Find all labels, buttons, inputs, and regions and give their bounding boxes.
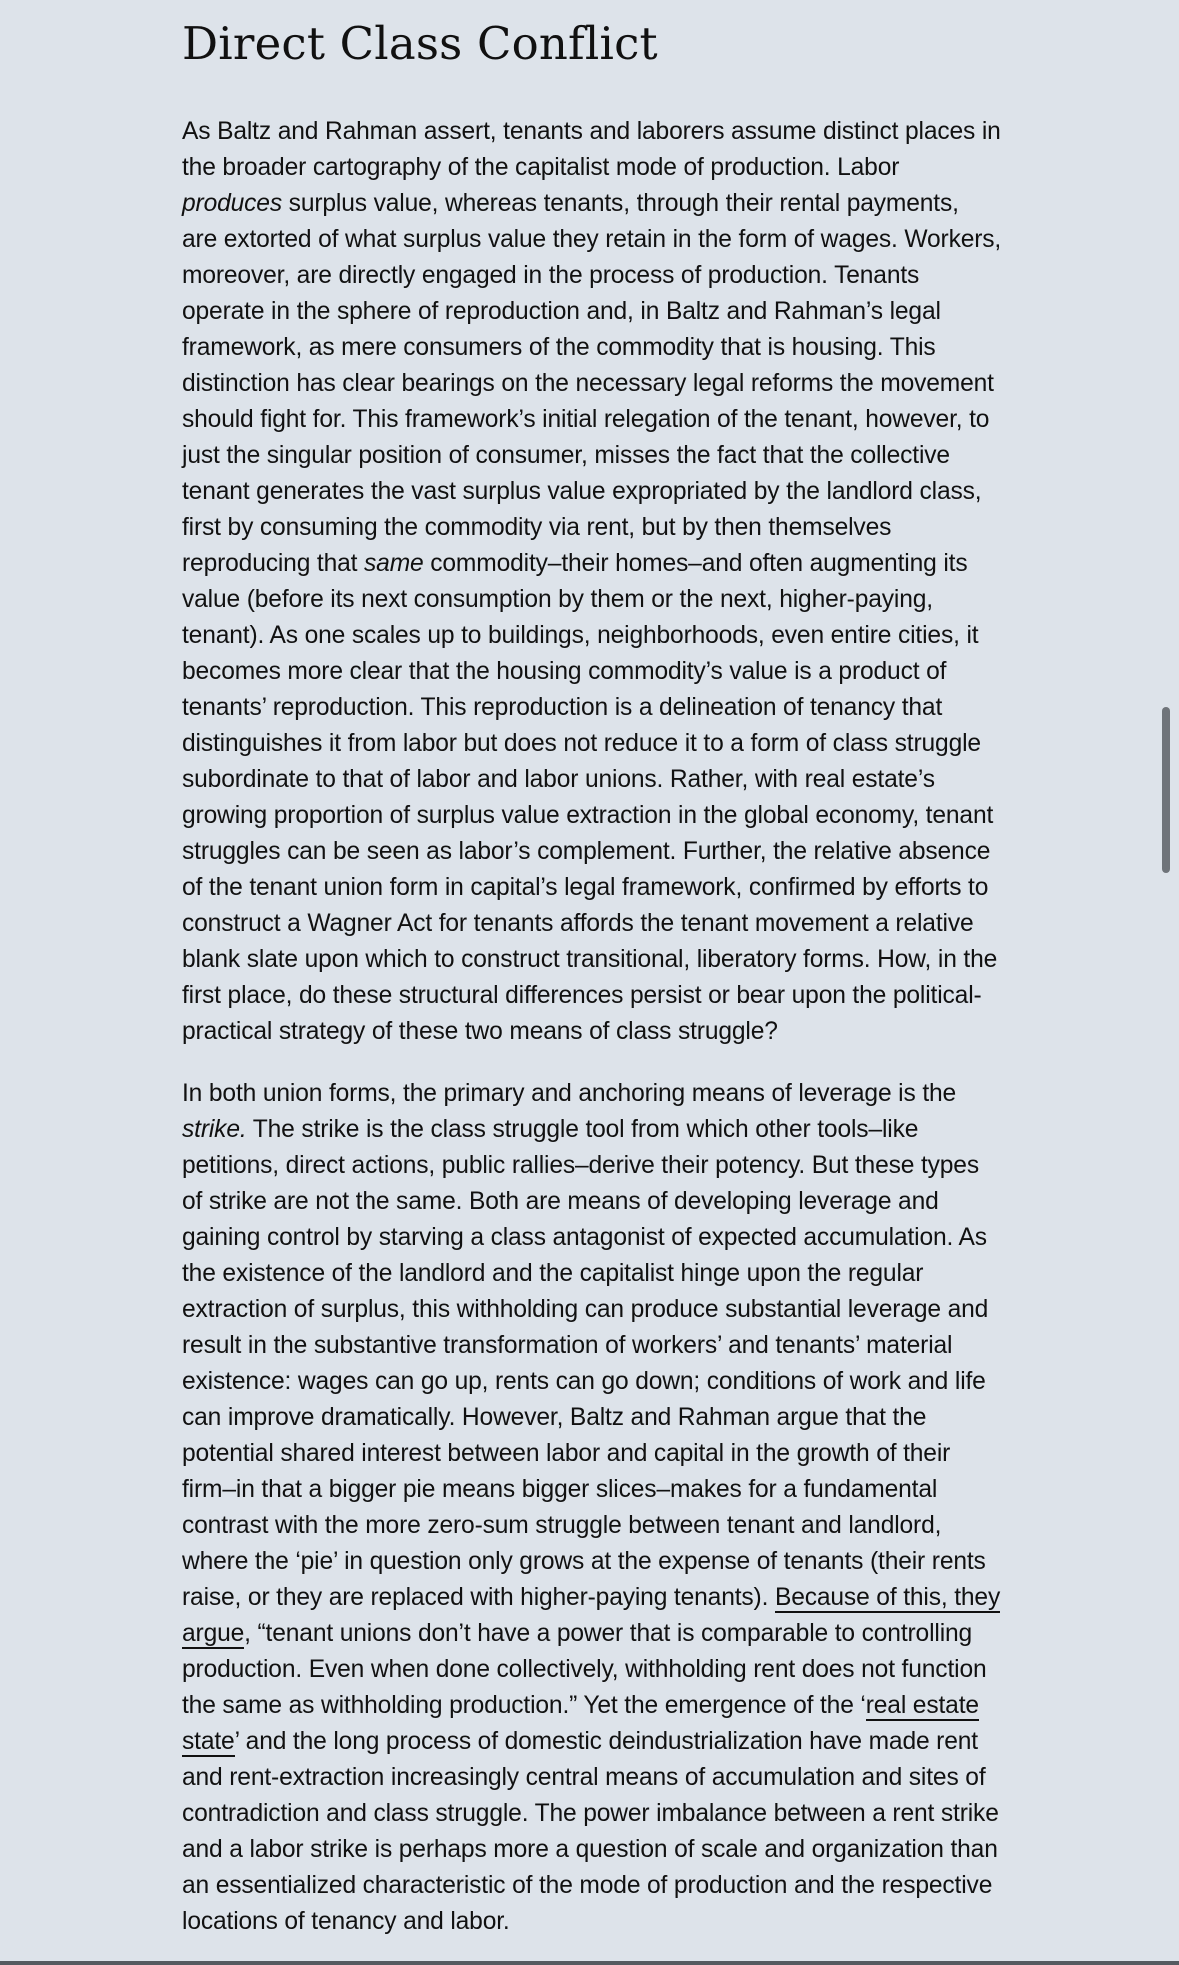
text-line: should fight for. This framework’s initial relegation of the tenant, however, to	[182, 406, 990, 433]
text-line: are extorted of what surplus value they retain in the form of wages. Workers,	[182, 226, 1002, 253]
text-line: firm–in that a bigger pie means bigger slices–makes for a fundamental	[182, 1476, 938, 1503]
text-line: operate in the sphere of reproduction and, in Baltz and Rahman’s legal	[182, 298, 941, 325]
text-line: practical strategy of these two means of class struggle?	[182, 1018, 778, 1045]
text-line: struggles can be seen as labor’s complement. Further, the relative absence	[182, 838, 991, 865]
text-line: contrast with the more zero-sum struggle between tenant and landlord,	[182, 1512, 942, 1539]
text-line: an essentialized characteristic of the mode of production and the respective	[182, 1872, 993, 1899]
text-line: gaining control by starving a class antagonist of expected accumulation. As	[182, 1224, 987, 1251]
text-line: blank slate upon which to construct transitional, liberatory forms. How, in the	[182, 946, 998, 973]
text-fragment: reproducing that	[182, 550, 365, 577]
text-line	[182, 186, 1002, 222]
emphasis-strike: strike.	[182, 1116, 247, 1143]
link-because-of-this-they-argue[interactable]: Because of this, they	[774, 1584, 1001, 1611]
text-line: As Baltz and Rahman assert, tenants and laborers assume distinct places in	[182, 118, 1001, 145]
text-fragment: ’ and the long process of domestic deindustrialization have made rent	[234, 1728, 978, 1755]
text-line: and a labor strike is perhaps more a question of scale and organization than	[182, 1836, 998, 1863]
text-line: extraction of surplus, this withholding can produce substantial leverage and	[182, 1296, 989, 1323]
text-line: first place, do these structural differences persist or bear upon the political-	[182, 982, 982, 1009]
text-line: value (before its next consumption by them or the next, higher-paying,	[182, 586, 933, 613]
text-line: the broader cartography of the capitalist mode of production. Labor	[182, 154, 900, 181]
text-line: first by consuming the commodity via rent, but by then themselves	[182, 514, 892, 541]
text-line: In both union forms, the primary and anchoring means of leverage is the	[182, 1080, 957, 1107]
text-fragment: raise, or they are replaced with higher-paying tenants).	[182, 1584, 775, 1611]
text-line: becomes more clear that the housing commodity’s value is a product of	[182, 658, 947, 685]
text-line: result in the substantive transformation of workers’ and tenants’ material	[182, 1332, 953, 1359]
text-line	[182, 546, 1002, 582]
text-fragment: The strike is the class struggle tool from which other tools–like	[246, 1116, 919, 1143]
text-line: tenant generates the vast surplus value expropriated by the landlord class,	[182, 478, 982, 505]
text-line: just the singular position of consumer, misses the fact that the collective	[182, 442, 950, 469]
article-title: Direct Class Conflict	[182, 17, 658, 70]
scrollbar-thumb[interactable]	[1162, 707, 1170, 873]
text-line: framework, as mere consumers of the commodity that is housing. This	[182, 334, 936, 361]
text-line: of strike are not the same. Both are means of developing leverage and	[182, 1188, 939, 1215]
text-line: distinguishes it from labor but does not reduce it to a form of class struggle	[182, 730, 981, 757]
text-line: tenant). As one scales up to buildings, neighborhoods, even entire cities, it	[182, 622, 979, 649]
text-line	[182, 1580, 1002, 1616]
text-line: distinction has clear bearings on the necessary legal reforms the movement	[182, 370, 994, 397]
text-line: where the ‘pie’ in question only grows at the expense of tenants (their rents	[182, 1548, 986, 1575]
text-line: locations of tenancy and labor.	[182, 1908, 510, 1935]
text-line: and rent-extraction increasingly central means of accumulation and sites of	[182, 1764, 986, 1791]
text-line: can improve dramatically. However, Baltz and Rahman argue that the	[182, 1404, 927, 1431]
text-line: contradiction and class struggle. The power imbalance between a rent strike	[182, 1800, 999, 1827]
text-line	[182, 1112, 1002, 1148]
text-fragment: commodity–their homes–and often augmenting its	[423, 550, 968, 577]
text-line: potential shared interest between labor and capital in the growth of their	[182, 1440, 951, 1467]
link-real-estate-state-continued[interactable]: state	[182, 1728, 235, 1755]
paragraph-2	[182, 1076, 1002, 1940]
bottom-divider	[0, 1961, 1179, 1965]
text-line	[182, 1616, 1002, 1652]
text-line: the existence of the landlord and the capitalist hinge upon the regular	[182, 1260, 924, 1287]
link-real-estate-state[interactable]: real estate	[865, 1692, 979, 1719]
text-line: of the tenant union form in capital’s legal framework, confirmed by efforts to	[182, 874, 989, 901]
text-line: growing proportion of surplus value extraction in the global economy, tenant	[182, 802, 994, 829]
text-fragment: surplus value, whereas tenants, through their rental payments,	[281, 190, 959, 217]
text-fragment: the same as withholding production.” Yet the emergence of the ‘	[182, 1692, 866, 1719]
text-line: existence: wages can go up, rents can go down; conditions of work and life	[182, 1368, 986, 1395]
text-line	[182, 1688, 1002, 1724]
text-fragment: , “tenant unions don’t have a power that is comparable to controlling	[244, 1620, 973, 1647]
link-because-of-this-they-argue-continued[interactable]: argue	[182, 1620, 245, 1647]
text-line: tenants’ reproduction. This reproduction is a delineation of tenancy that	[182, 694, 943, 721]
text-line	[182, 1724, 1002, 1760]
text-line: subordinate to that of labor and labor unions. Rather, with real estate’s	[182, 766, 935, 793]
emphasis-same: same	[364, 550, 424, 577]
text-line: construct a Wagner Act for tenants affords the tenant movement a relative	[182, 910, 974, 937]
text-line: production. Even when done collectively, withholding rent does not function	[182, 1656, 987, 1683]
text-line: petitions, direct actions, public rallies–derive their potency. But these types	[182, 1152, 979, 1179]
paragraph-1	[182, 114, 1002, 1050]
emphasis-produces: produces	[182, 190, 282, 217]
text-line: moreover, are directly engaged in the process of production. Tenants	[182, 262, 920, 289]
